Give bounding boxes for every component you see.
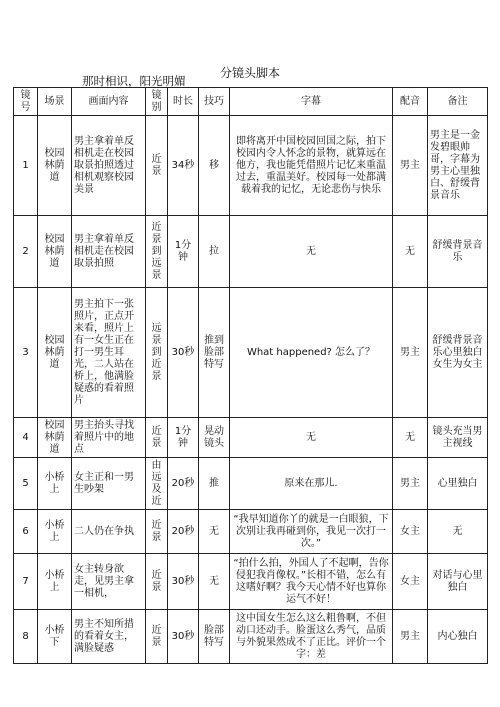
cell-scene: 校园林荫道 [38, 418, 72, 458]
cell-duration: 30秒 [168, 554, 199, 610]
cell-content: 男主拍下一张照片，正点开来看，照片上有一女生正在打一男生耳光，二人站在桥上，他满脸疑惑的看着照片 [72, 288, 146, 418]
cell-shot-type: 近景 [146, 610, 168, 664]
cell-shot-type: 由远及近 [146, 458, 168, 510]
cell-technique: 推 [199, 458, 230, 510]
cell-shot: 3 [14, 288, 38, 418]
cell-voice: 女主 [393, 510, 428, 554]
cell-subtitle: 这中国女生怎么这么粗鲁啊，不但动口还动手。脸蛋这么秀气，品质与外貌果然成不了正比。评价一个字：差 [230, 610, 393, 664]
cell-shot-type: 近景 [146, 554, 168, 610]
cell-subtitle: 无 [230, 418, 393, 458]
header-duration: 时长 [168, 88, 199, 116]
cell-duration: 34秒 [168, 116, 199, 216]
table-row [14, 116, 488, 216]
cell-voice: 男主 [393, 116, 428, 216]
cell-content: 二人仍在争执 [72, 510, 146, 554]
cell-content: 女主正和一男生吵架 [72, 458, 146, 510]
cell-notes: 镜头充当男主视线 [428, 418, 488, 458]
cell-shot: 5 [14, 458, 38, 510]
header-technique: 技巧 [199, 88, 230, 116]
cell-shot-type: 近景 [146, 116, 168, 216]
cell-voice: 男主 [393, 458, 428, 510]
cell-shot-type: 远景到近景 [146, 288, 168, 418]
cell-notes: 男主是一金发碧眼帅哥，字幕为男主心里独白、舒缓背景音乐 [428, 116, 488, 216]
cell-scene: 小桥上 [38, 554, 72, 610]
cell-subtitle: 原来在那儿. [230, 458, 393, 510]
table-row [14, 418, 488, 458]
table-row [14, 288, 488, 418]
table-row [14, 554, 488, 610]
cell-shot-type: 近景 [146, 510, 168, 554]
cell-duration: 30秒 [168, 288, 199, 418]
cell-voice: 男主 [393, 288, 428, 418]
cell-technique: 移 [199, 116, 230, 216]
cell-technique: 无 [199, 510, 230, 554]
page-title: 分镜头脚本 [219, 66, 280, 80]
storyboard-table [13, 87, 488, 664]
header-shot-type: 镜别 [146, 88, 168, 116]
cell-duration: 30秒 [168, 610, 199, 664]
cell-shot: 6 [14, 510, 38, 554]
cell-notes: 内心独白 [428, 610, 488, 664]
cell-technique: 推到脸部特写 [199, 288, 230, 418]
cell-shot: 7 [14, 554, 38, 610]
cell-duration: 1分钟 [168, 216, 199, 288]
cell-shot: 2 [14, 216, 38, 288]
cell-shot-type: 近景 [146, 418, 168, 458]
cell-notes: 对话与心里独白 [428, 554, 488, 610]
cell-subtitle: “我早知道你丫的就是一白眼狼，下次别让我再碰到你，我见一次打一次。” [230, 510, 393, 554]
header-voice: 配音 [393, 88, 428, 116]
cell-technique: 无 [199, 554, 230, 610]
cell-voice: 女主 [393, 554, 428, 610]
cell-scene: 校园林荫道 [38, 216, 72, 288]
cell-scene: 小桥下 [38, 610, 72, 664]
page-subtitle: 那时相识，阳光明媚 [82, 74, 186, 88]
header-row [14, 88, 488, 116]
cell-shot: 1 [14, 116, 38, 216]
cell-notes: 无 [428, 510, 488, 554]
cell-content: 男主拿着单反相机走在校园取景拍照透过相机观察校园美景 [72, 116, 146, 216]
cell-duration: 20秒 [168, 458, 199, 510]
cell-content: 男主拿着单反相机走在校园取景拍照 [72, 216, 146, 288]
cell-notes: 舒缓背景音乐心里独白女生为女主 [428, 288, 488, 418]
cell-content: 男主抬头寻找着照片中的地点 [72, 418, 146, 458]
cell-technique: 拉 [199, 216, 230, 288]
cell-scene: 校园林荫道 [38, 288, 72, 418]
header-scene: 场景 [38, 88, 72, 116]
table-row [14, 458, 488, 510]
cell-duration: 1分钟 [168, 418, 199, 458]
cell-notes: 舒缓背景音乐 [428, 216, 488, 288]
table-row [14, 510, 488, 554]
cell-scene: 小桥上 [38, 510, 72, 554]
table-row [14, 216, 488, 288]
cell-notes: 心里独白 [428, 458, 488, 510]
cell-shot-type: 近景到远景 [146, 216, 168, 288]
cell-subtitle: 无 [230, 216, 393, 288]
cell-content: 男主不知所措的看着女主，满脸疑惑 [72, 610, 146, 664]
cell-subtitle: “拍什么拍，外国人了不起啊，告你侵犯我肖像权。”长相不错，怎么有这嗜好啊？我今天心情不好也算你运气不好！ [230, 554, 393, 610]
header-shot: 镜号 [14, 88, 38, 116]
cell-shot: 4 [14, 418, 38, 458]
cell-scene: 小桥上 [38, 458, 72, 510]
header-content: 画面内容 [72, 88, 146, 116]
table-row [14, 610, 488, 664]
cell-scene: 校园林荫道 [38, 116, 72, 216]
header-notes: 备注 [428, 88, 488, 116]
cell-technique: 脸部特写 [199, 610, 230, 664]
cell-subtitle: 即将离开中国校园回国之际，拍下校园内令人怀念的景物，就算远在他方，我也能凭借照片记忆来重温过去，重温美好。校园每一处都满载着我的记忆，无论悲伤与快乐 [230, 116, 393, 216]
cell-voice: 无 [393, 418, 428, 458]
cell-voice: 男主 [393, 610, 428, 664]
header-subtitle: 字幕 [230, 88, 393, 116]
cell-shot: 8 [14, 610, 38, 664]
cell-technique: 晃动镜头 [199, 418, 230, 458]
cell-voice: 无 [393, 216, 428, 288]
cell-duration: 20秒 [168, 510, 199, 554]
cell-subtitle: What happened? 怎么了？ [230, 288, 393, 418]
cell-content: 女主转身欲走，见男主拿一相机， [72, 554, 146, 610]
